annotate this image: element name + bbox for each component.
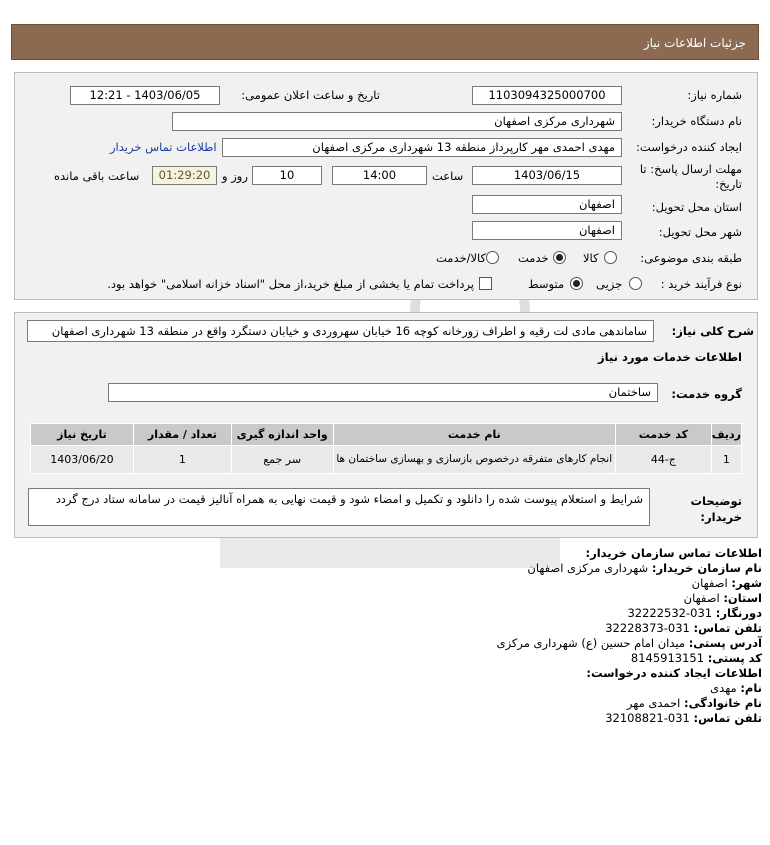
deadline-label: مهلت ارسال پاسخ: تا: [639, 162, 742, 176]
phone-line: تلفن تماس: 031-32228373: [605, 621, 762, 635]
buyer-org-field: شهرداری مرکزی اصفهان: [172, 112, 622, 131]
buyer-desc-label-2: خریدار:: [700, 510, 742, 524]
buyer-org-label: نام دستگاه خریدار:: [651, 114, 742, 128]
org-name-line: نام سازمان خریدار: شهرداری مرکزی اصفهان: [527, 561, 762, 575]
category-goods-label: کالا: [583, 251, 599, 265]
category-goods-service-label: کالا/خدمت: [436, 251, 487, 265]
creator-contact-heading: اطلاعات ایجاد کننده درخواست:: [586, 666, 762, 680]
city-field: اصفهان: [472, 221, 622, 240]
days-label: روز و: [222, 169, 248, 183]
cell-unit: سر جمع: [231, 446, 333, 474]
col-service-name: نام خدمت: [333, 424, 615, 446]
process-medium-radio[interactable]: [570, 277, 583, 290]
days-field: 10: [252, 166, 322, 185]
creator-label: ایجاد کننده درخواست:: [636, 140, 742, 154]
first-name-line: نام: مهدی: [710, 681, 762, 695]
deadline-time-field: 14:00: [332, 166, 427, 185]
cell-service-code: ج-44: [615, 446, 711, 474]
services-table-header: [31, 424, 742, 446]
page-title: جزئیات اطلاعات نیاز: [643, 36, 746, 50]
category-goods-radio[interactable]: [604, 251, 617, 264]
fax-line: دورنگار: 031-32222532: [627, 606, 762, 620]
province-field: اصفهان: [472, 195, 622, 214]
deadline-label-date: تاریخ:: [715, 177, 742, 191]
process-label: نوع فرآیند خرید :: [660, 277, 742, 291]
province-label: استان محل تحویل:: [651, 200, 742, 214]
last-name-line: نام خانوادگی: احمدی مهر: [626, 696, 762, 710]
address-line: آدرس پستی: میدان امام حسین (ع) شهرداری مرکزی: [496, 636, 762, 650]
cell-row: 1: [711, 446, 741, 474]
cell-service-name: انجام کارهای متفرقه درخصوص بازسازی و بهسازی ساختمان ها: [333, 446, 615, 474]
process-minor-radio[interactable]: [629, 277, 642, 290]
time-label: ساعت: [432, 169, 464, 183]
remaining-label: ساعت باقی مانده: [54, 169, 140, 183]
cell-need-date: 1403/06/20: [31, 446, 134, 474]
announce-label: تاریخ و ساعت اعلان عمومی:: [241, 88, 380, 102]
category-goods-service-radio[interactable]: [486, 251, 499, 264]
buyer-desc-field: شرایط و استعلام پیوست شده را دانلود و تکمیل و امضاء شود و قیمت نهایی به همراه آنالیز قیمت در سامانه ستاد درج گردد: [28, 488, 650, 526]
need-info-panel: [14, 72, 758, 300]
city-label: شهر محل تحویل:: [658, 225, 742, 239]
category-service-label: خدمت: [518, 251, 549, 265]
process-medium-label: متوسط: [528, 277, 565, 291]
services-table: [30, 423, 742, 474]
col-service-code: کد خدمت: [615, 424, 711, 446]
buyer-desc-label: توضیحات: [690, 494, 742, 508]
deadline-date-field: 1403/06/15: [472, 166, 622, 185]
service-group-label: گروه خدمت:: [671, 387, 742, 401]
category-label: طبقه بندی موضوعی:: [640, 251, 742, 265]
page-title-bar: [11, 24, 759, 60]
buyer-contact-link[interactable]: اطلاعات تماس خریدار: [110, 140, 217, 154]
col-unit: واحد اندازه گیری: [231, 424, 333, 446]
province-line: استان: اصفهان: [683, 591, 762, 605]
table-row: [31, 446, 742, 474]
service-group-field: ساختمان: [108, 383, 658, 402]
org-contact-heading: اطلاعات تماس سازمان خریدار:: [585, 546, 762, 560]
category-service-radio[interactable]: [553, 251, 566, 264]
summary-field: ساماندهی مادی لت رقیه و اطراف زورخانه کوچه 16 خیابان سهروردی و خیابان دستگرد واقع در منطقه 13 شهرداری اصفهان: [27, 320, 654, 342]
cell-quantity: 1: [133, 446, 231, 474]
remaining-time-field: 01:29:20: [152, 166, 217, 185]
announce-datetime-field: 1403/06/05 - 12:21: [70, 86, 220, 105]
treasury-payment-checkbox[interactable]: [479, 277, 492, 290]
creator-phone-line: تلفن تماس: 031-32108821: [605, 711, 762, 725]
col-need-date: تاریخ نیاز: [31, 424, 134, 446]
process-minor-label: جزیی: [596, 277, 623, 291]
creator-field: مهدی احمدی مهر کارپرداز منطقه 13 شهرداری مرکزی اصفهان: [222, 138, 622, 157]
treasury-payment-note: پرداخت تمام یا بخشی از مبلغ خرید،از محل "اسناد خزانه اسلامی" خواهد بود.: [107, 277, 474, 291]
col-quantity: تعداد / مقدار: [133, 424, 231, 446]
services-heading: اطلاعات خدمات مورد نیاز: [598, 350, 742, 364]
col-row: ردیف: [711, 424, 741, 446]
postal-line: کد پستی: 8145913151: [630, 651, 762, 665]
summary-label: شرح کلی نیاز:: [671, 324, 754, 338]
city-line: شهر: اصفهان: [691, 576, 762, 590]
need-number-label: شماره نیاز:: [687, 88, 742, 102]
need-number-field: 1103094325000700: [472, 86, 622, 105]
